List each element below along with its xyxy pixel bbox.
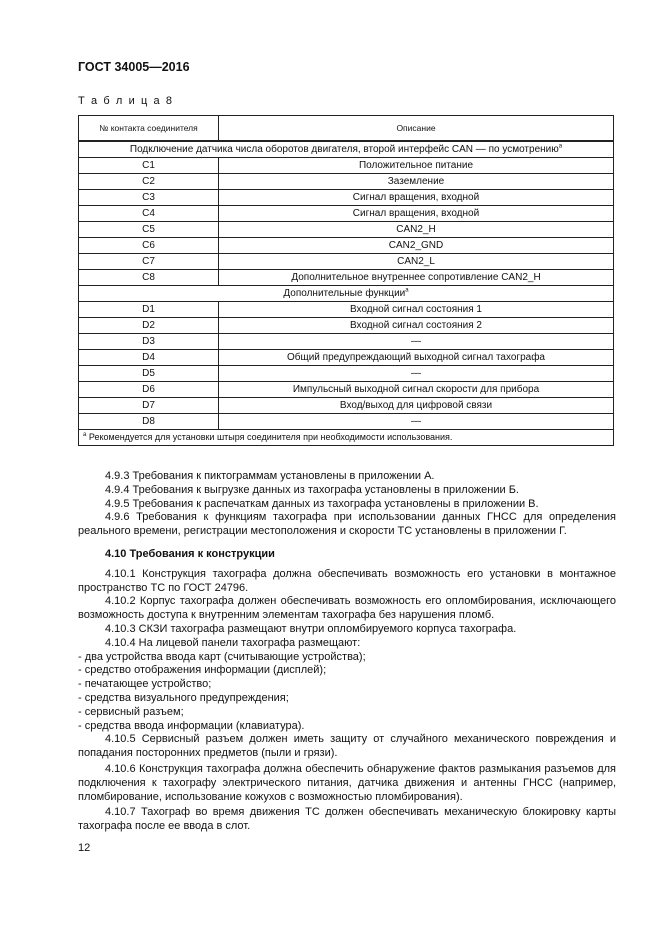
description-cell: Импульсный выходной сигнал скорости для прибора <box>219 382 614 398</box>
table-row <box>79 158 614 174</box>
description-cell: Сигнал вращения, входной <box>219 206 614 222</box>
list-item: - печатающее устройство; <box>78 678 212 691</box>
description-cell: Вход/выход для цифровой связи <box>219 398 614 414</box>
col-header-description: Описание <box>219 116 614 142</box>
paragraph: 4.9.5 Требования к распечаткам данных из тахографа установлены в приложении В. <box>105 497 539 510</box>
description-cell: Положительное питание <box>219 158 614 174</box>
section-row <box>79 141 614 158</box>
pin-cell: C8 <box>79 270 219 286</box>
list-item: - средства ввода информации (клавиатура). <box>78 719 305 732</box>
paragraph: 4.10.4 На лицевой панели тахографа размещают: <box>105 636 361 649</box>
description-cell: Заземление <box>219 174 614 190</box>
page-number: 12 <box>78 842 91 854</box>
pin-cell: C3 <box>79 190 219 206</box>
paragraph: 4.9.4 Требования к выгрузке данных из тахографа установлены в приложении Б. <box>105 483 519 496</box>
paragraph: 4.10.5 Сервисный разъем должен иметь защиту от случайного механического повреждения и попадания посторонних предметов (пыли и грязи). <box>78 733 616 760</box>
table-row <box>79 350 614 366</box>
table-row <box>79 302 614 318</box>
table-row <box>79 366 614 382</box>
description-cell: CAN2_GND <box>219 238 614 254</box>
document-code: ГОСТ 34005—2016 <box>78 60 190 74</box>
pin-cell: D6 <box>79 382 219 398</box>
paragraph: 4.10.2 Корпус тахографа должен обеспечивать возможность его опломбирования, исключающего возможность доступа к внутренним элементам тахографа без нарушения пломб. <box>78 595 616 622</box>
pin-cell: D4 <box>79 350 219 366</box>
description-cell: Сигнал вращения, входной <box>219 190 614 206</box>
paragraph: 4.10.6 Конструкция тахографа должна обеспечить обнаружение фактов размыкания разъемов для подключения к тахографу электрического питания, датчика движения и антенны ГНСС (например, пломбирование, использование кожухов с возможностью пломбирования). <box>78 762 616 803</box>
paragraph: 4.9.3 Требования к пиктограммам установлены в приложении А. <box>105 470 435 482</box>
paragraph: 4.10.1 Конструкция тахографа должна обеспечивать возможность его установки в монтажное пространство ТС по ГОСТ 24796. <box>78 567 616 594</box>
paragraph: 4.10.3 СКЗИ тахографа размещают внутри опломбируемого корпуса тахографа. <box>105 622 517 635</box>
pin-cell: D3 <box>79 334 219 350</box>
list-item: - два устройства ввода карт (считывающие устройства); <box>78 650 366 663</box>
paragraph: 4.9.6 Требования к функциям тахографа при использовании данных ГНСС для определения реального времени, регистрации местоположения и скорости ТС установлены в приложении Г. <box>78 511 616 538</box>
pin-cell: D7 <box>79 398 219 414</box>
table-row <box>79 222 614 238</box>
table-row <box>79 414 614 430</box>
section-heading: 4.10 Требования к конструкции <box>105 547 275 560</box>
pin-cell: D5 <box>79 366 219 382</box>
table-row <box>79 174 614 190</box>
table-row <box>79 254 614 270</box>
description-cell: — <box>219 366 614 382</box>
section-label: Подключение датчика числа оборотов двигателя, второй интерфейс CAN — по усмотрению$^а$ <box>79 141 614 158</box>
description-cell: CAN2_L <box>219 254 614 270</box>
table-header-row <box>79 116 614 142</box>
pin-cell: C2 <box>79 174 219 190</box>
table-row <box>79 190 614 206</box>
table-caption: Т а б л и ц а 8 <box>78 95 174 107</box>
list-item: - средство отображения информации (дисплей); <box>78 664 327 677</box>
pin-cell: D1 <box>79 302 219 318</box>
col-header-pin: № контакта соединителя <box>79 116 219 142</box>
paragraph: 4.10.7 Тахограф во время движения ТС должен обеспечивать механическую блокировку карты тахографа после ее ввода в слот. <box>78 806 616 833</box>
description-cell: — <box>219 334 614 350</box>
footnote-row <box>79 430 614 446</box>
description-cell: — <box>219 414 614 430</box>
description-cell: Входной сигнал состояния 1 <box>219 302 614 318</box>
list-item: - сервисный разъем; <box>78 705 184 718</box>
description-cell: CAN2_H <box>219 222 614 238</box>
pin-cell: C5 <box>79 222 219 238</box>
pin-cell: C7 <box>79 254 219 270</box>
pin-cell: C6 <box>79 238 219 254</box>
table-row <box>79 318 614 334</box>
table-row <box>79 206 614 222</box>
list-item: - средства визуального предупреждения; <box>78 691 289 704</box>
body-text <box>78 470 616 834</box>
pin-cell: D2 <box>79 318 219 334</box>
description-cell: Входной сигнал состояния 2 <box>219 318 614 334</box>
table-row <box>79 334 614 350</box>
pin-cell: C4 <box>79 206 219 222</box>
table-row <box>79 382 614 398</box>
table-row <box>79 398 614 414</box>
table-row <box>79 270 614 286</box>
table-row <box>79 238 614 254</box>
table-footnote: $^а$ Рекомендуется для установки штыря соединителя при необходимости использования. <box>79 430 614 446</box>
description-cell: Общий предупреждающий выходной сигнал тахографа <box>219 350 614 366</box>
section-row <box>79 286 614 302</box>
pin-cell: D8 <box>79 414 219 430</box>
section-label: Дополнительные функции$^а$ <box>79 286 614 302</box>
pin-cell: C1 <box>79 158 219 174</box>
connector-table <box>78 115 614 446</box>
description-cell: Дополнительное внутреннее сопротивление CAN2_H <box>219 270 614 286</box>
